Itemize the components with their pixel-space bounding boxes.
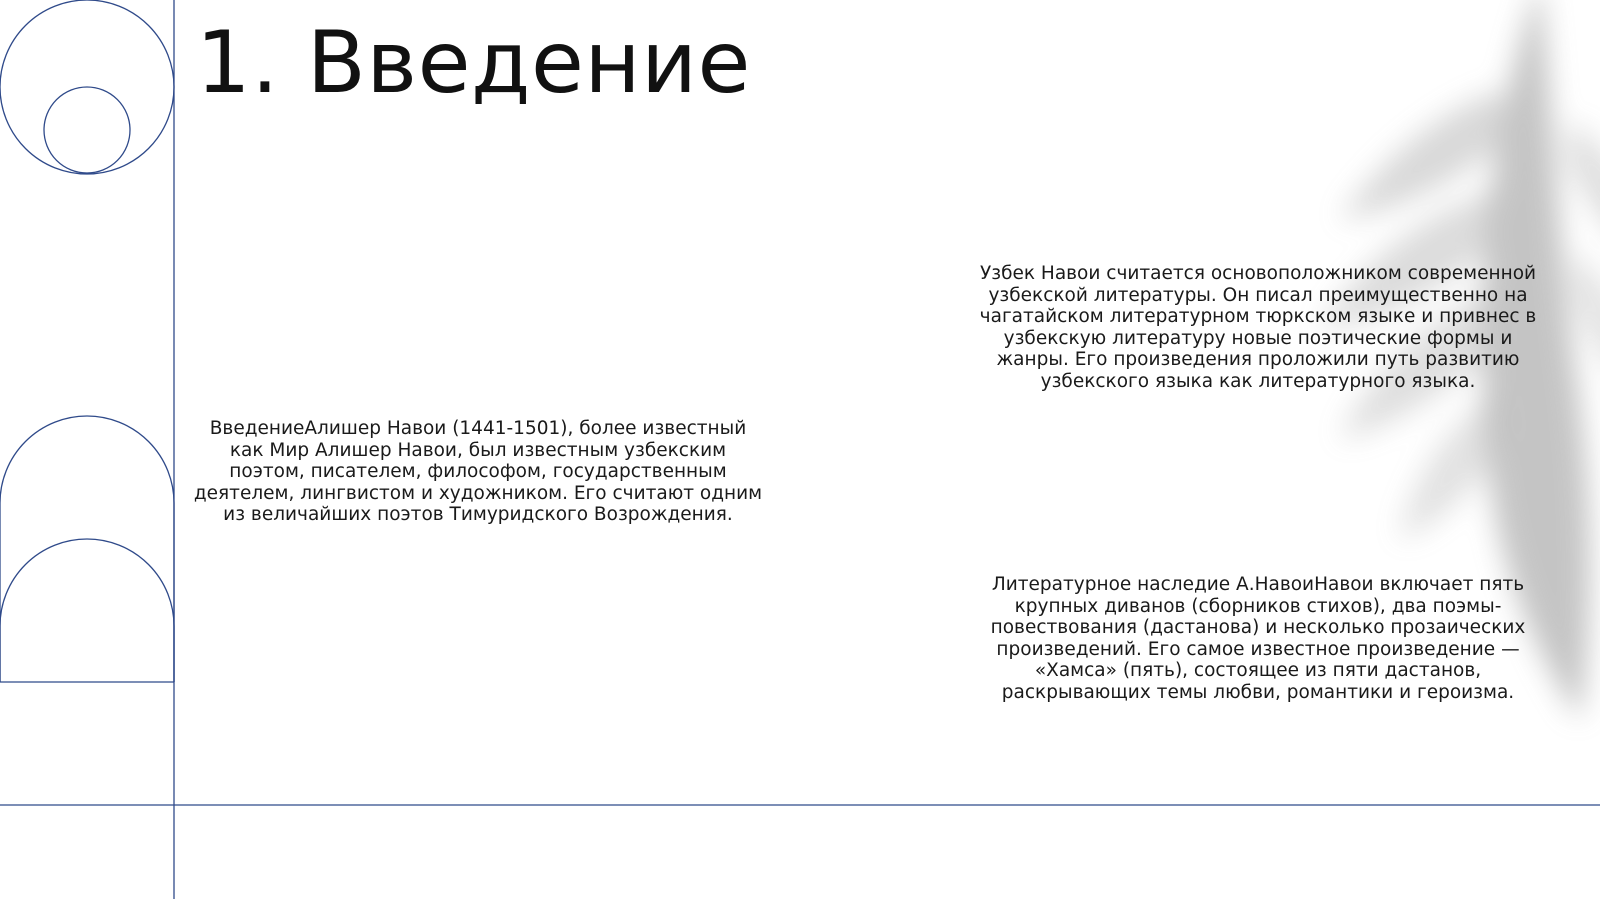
founder-text-block: Узбек Навои считается основоположником современной узбекской литературы. Он писал преимущественно на чагатайском литературном тюркском языке и привнес в узбекскую литературу новые поэтические формы и жанры. Его произведения проложили путь развитию узбекского языка как литературного языка. bbox=[979, 263, 1537, 392]
intro-text-block: ВведениеАлишер Навои (1441-1501), более известный как Мир Алишер Навои, был известным узбекским поэтом, писателем, философом, государственным деятелем, лингвистом и художником. Его считают одним из величайших поэтов Тимуридского Возрождения. bbox=[193, 418, 763, 526]
heritage-text-block: Литературное наследие А.НавоиНавои включает пять крупных диванов (сборников стихов), два поэмы-повествования (дастанова) и несколько прозаических произведений. Его самое известное произведение — «Хамса» (пять), состоящее из пяти дастанов, раскрывающих темы любви, романтики и героизма. bbox=[990, 574, 1526, 703]
slide-title: 1. Введение bbox=[196, 13, 751, 113]
